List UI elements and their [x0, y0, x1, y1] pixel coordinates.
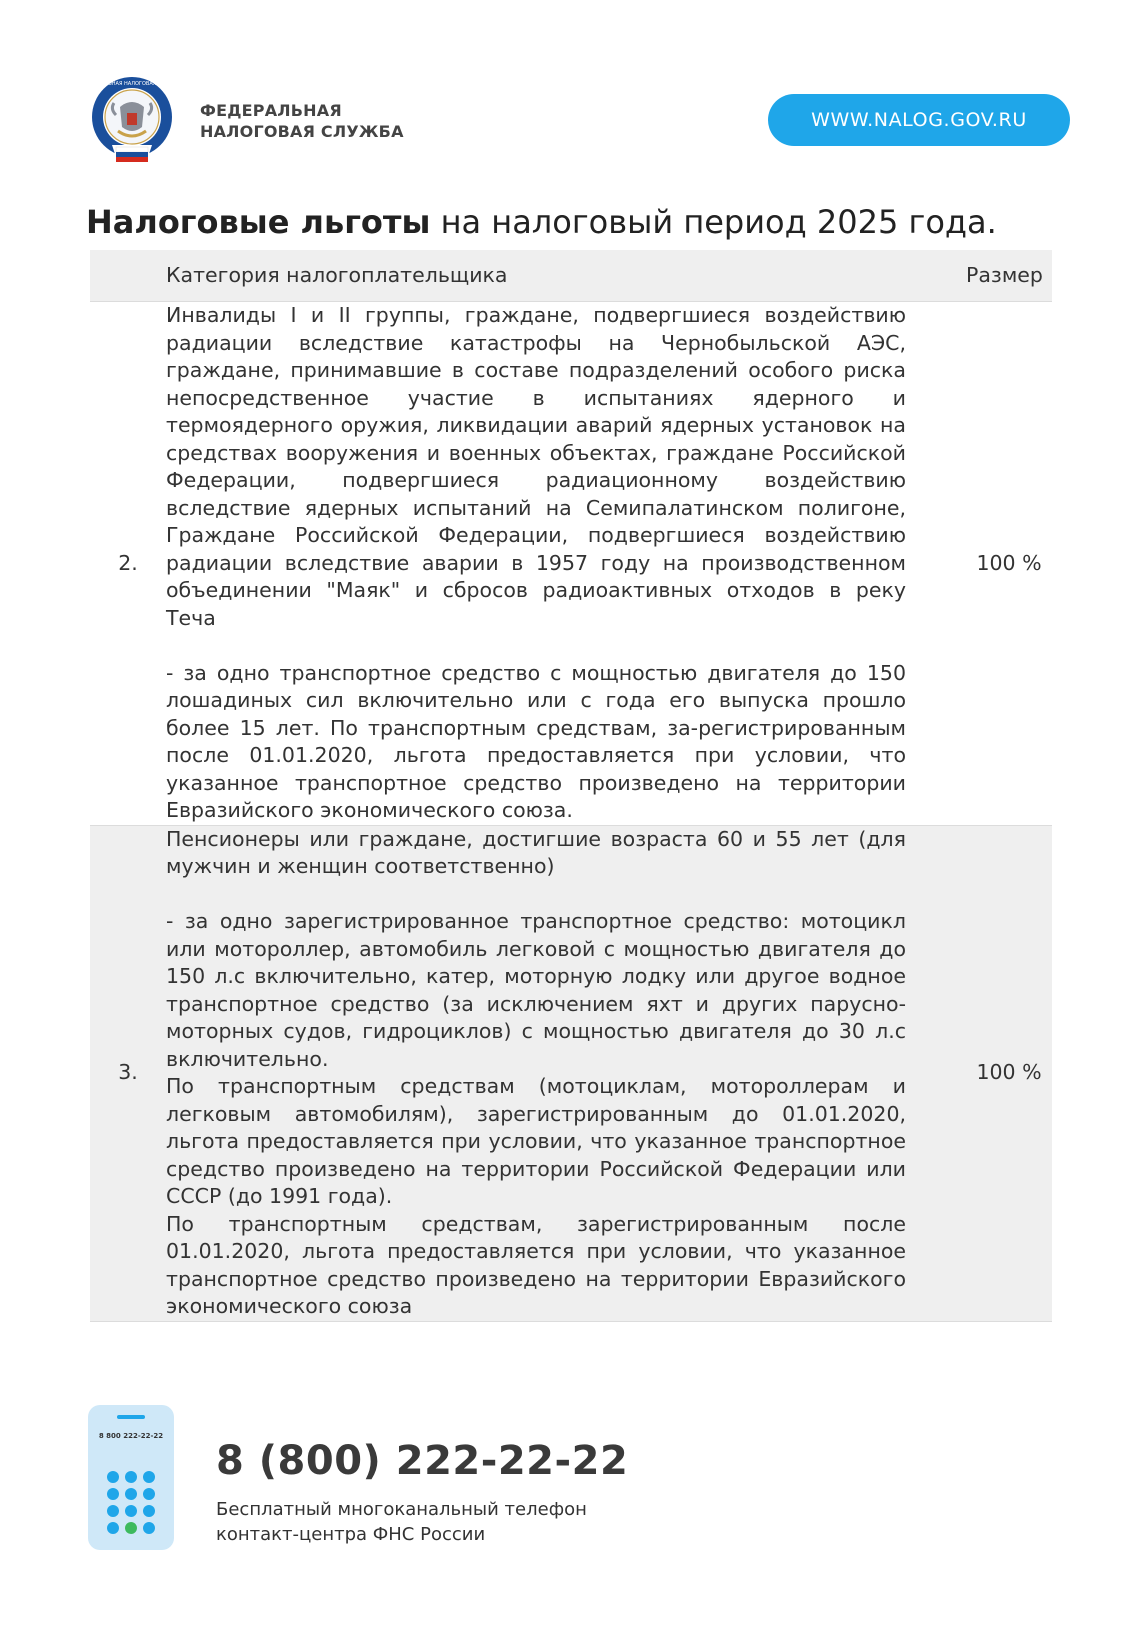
- page-title-bold: Налоговые льготы: [86, 203, 431, 241]
- hotline-phone-number[interactable]: 8 (800) 222-22-22: [216, 1438, 629, 1484]
- benefits-table: [90, 250, 1052, 1322]
- hotline-description-line1: Бесплатный многоканальный телефон: [216, 1499, 587, 1520]
- header: [0, 0, 1125, 190]
- header-size: Размер: [966, 250, 1052, 302]
- category-paragraph: - за одно зарегистрированное транспортное средство: мотоцикл или мотороллер, автомобиль легковой с мощностью двигателя до 150 л.с включительно, катер, моторную лодку или другое водное транспортное средство (за исключением яхт и других парусно-моторных судов, гидроциклов) с мощностью двигателя до 30 л.с включительно.: [166, 909, 906, 1071]
- org-name-line1: ФЕДЕРАЛЬНАЯ: [200, 101, 342, 120]
- row-size: 100 %: [966, 302, 1052, 826]
- website-link-button[interactable]: WWW.NALOG.GOV.RU: [768, 94, 1070, 146]
- table-row: [90, 302, 1052, 826]
- category-paragraph: По транспортным средствам (мотоциклам, мотороллерам и легковым автомобилям), зарегистрированным до 01.01.2020, льгота предоставляется при условии, что указанное транспортное средство произведено на территории Российской Федерации или СССР (до 1991 года).: [166, 1074, 906, 1208]
- fns-emblem-icon: [83, 75, 181, 171]
- hotline-description-line2: контакт-центра ФНС России: [216, 1524, 486, 1545]
- header-number: [90, 250, 166, 302]
- emblem-ring-text: ФЕДЕРАЛЬНАЯ НАЛОГОВАЯ СЛУЖБА: [83, 81, 181, 87]
- phone-icon: [88, 1405, 174, 1550]
- row-number: 3.: [90, 825, 166, 1321]
- phone-speaker: [117, 1415, 145, 1419]
- row-number: 2.: [90, 302, 166, 826]
- category-paragraph: По транспортным средствам, зарегистрированным после 01.01.2020, льгота предоставляется при условии, что указанное транспортное средство произведено на территории Евразийского экономического союза: [166, 1211, 906, 1318]
- row-category: [166, 302, 966, 826]
- phone-icon-number: 8 800 222-22-22: [98, 1432, 164, 1440]
- category-paragraph: Пенсионеры или граждане, достигшие возраста 60 и 55 лет (для мужчин и женщин соответственно): [166, 826, 906, 878]
- table-row: [90, 825, 1052, 1321]
- category-paragraph: Инвалиды I и II группы, граждане, подвергшиеся воздействию радиации вследствие катастрофы на Чернобыльской АЭС, граждане, принимавшие в составе подразделений особого риска непосредственное участие в испытаниях ядерного и термоядерного оружия, ликвидации аварий ядерных установок на средствах вооружения и военных объектах, граждане Российской Федерации, подвергшиеся радиационному воздействию вследствие ядерных испытаний на Семипалатинском полигоне, Граждане Российской Федерации, подвергшиеся воздействию радиации вследствие аварии в 1957 году на производственном объединении "Маяк" и сбросов радиоактивных отходов в реку Теча: [166, 303, 906, 630]
- row-category: [166, 825, 966, 1321]
- org-name: [200, 100, 404, 142]
- page-title: [86, 203, 997, 241]
- category-paragraph: - за одно транспортное средство с мощностью двигателя до 150 лошадиных сил включительно или с года его выпуска прошло более 15 лет. По транспортным средствам, за-регистрированным после 01.01.2020, льгота предоставляется при условии, что указанное транспортное средство произведено на территории Евразийского экономического союза.: [166, 660, 906, 822]
- org-name-line2: НАЛОГОВАЯ СЛУЖБА: [200, 122, 404, 141]
- table-header-row: [90, 250, 1052, 302]
- header-category: Категория налогоплательщика: [166, 250, 966, 302]
- row-size: 100 %: [966, 825, 1052, 1321]
- page-title-rest: на налоговый период 2025 года.: [430, 203, 997, 241]
- hotline-description: [216, 1497, 587, 1547]
